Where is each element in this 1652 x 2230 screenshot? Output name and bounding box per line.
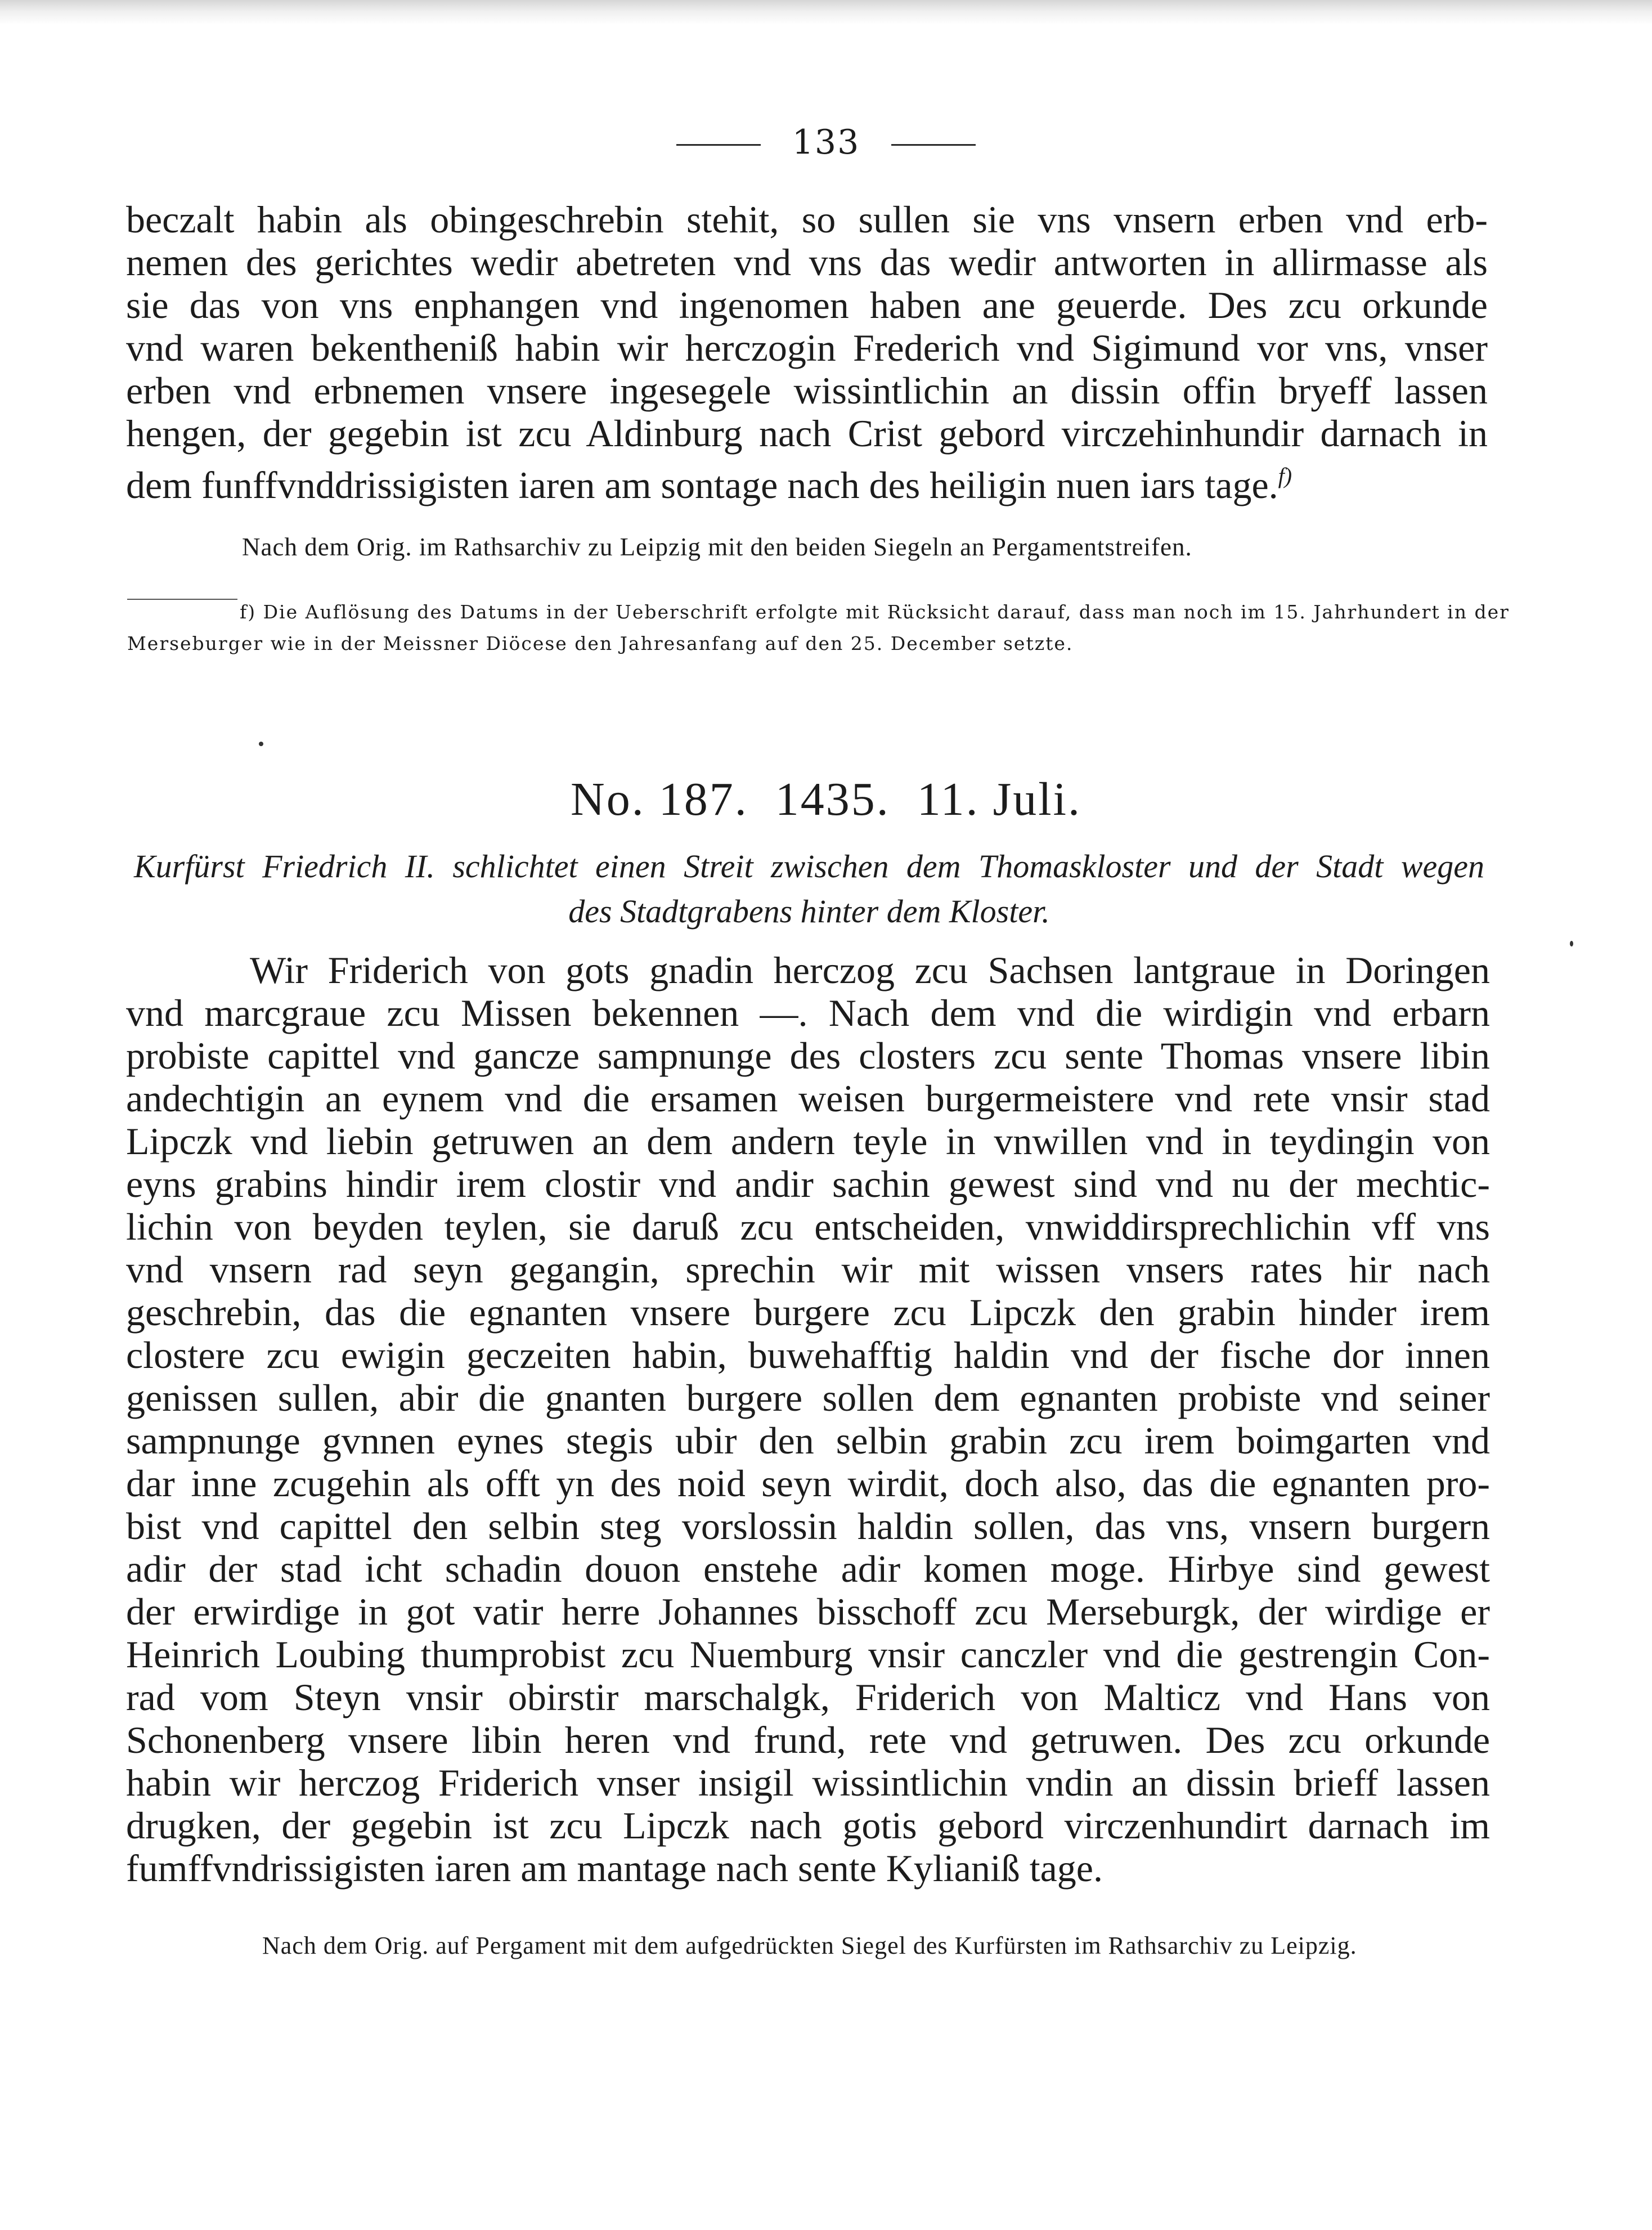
footnote [127, 596, 1510, 659]
document-text-line: andechtigin an eynem vnd die ersamen weisen burgermeistere vnd rete vnsir stad [126, 1077, 1490, 1120]
document-text-line: vnd marcgraue zcu Missen bekennen —. Nach dem vnd die wirdigin vnd erbarn [126, 991, 1490, 1034]
document-text-line: genissen sullen, abir die gnanten burgere sollen dem egnanten probiste vnd seiner [126, 1376, 1490, 1419]
document-text-line: dar inne zcugehin als offt yn des noid seyn wirdit, doch also, das die egnanten pro- [126, 1462, 1490, 1505]
document-text-line: lichin von beyden teylen, sie daruß zcu entscheiden, vnwiddirsprechlichin vff vns [126, 1205, 1490, 1248]
document-heading [0, 772, 1652, 827]
regest-line: Kurfürst Friedrich II. schlichtet einen Streit zwischen dem Thomaskloster und der Stadt wegen [134, 848, 1484, 885]
print-speck [1570, 941, 1573, 946]
document-text-line: probiste capittel vnd gancze sampnunge des closters zcu sente Thomas vnsere libin [126, 1034, 1490, 1077]
page-number: 133 [792, 123, 860, 162]
page-header [0, 123, 1652, 162]
document-text-line: der erwirdige in got vatir herre Johannes bisschoff zcu Merseburgk, der wirdige er [126, 1590, 1490, 1633]
document-text-line: Lipczk vnd liebin getruwen an dem andern teyle in vnwillen vnd in teydingin von [126, 1120, 1490, 1163]
footnote-marker: f) [1278, 463, 1292, 488]
continuation-line: nemen des gerichtes wedir abetreten vnd vns das wedir antworten in allirmasse als [126, 241, 1488, 284]
document-text-line: drugken, der gegebin ist zcu Lipczk nach gotis gebord virczenhundirt darnach im [126, 1804, 1490, 1847]
continuation-line: erben vnd erbnemen vnsere ingesegele wissintlichin an dissin offin bryeff lassen [126, 369, 1488, 412]
document-text-line: eyns grabins hindir irem clostir vnd andir sachin gewest sind vnd nu der mechtic- [126, 1163, 1490, 1205]
document-text-line: Wir Friderich von gots gnadin herczog zcu Sachsen lantgraue in Doringen [250, 949, 1490, 991]
document-year: 1435. [775, 773, 890, 825]
continuation-line-last [126, 455, 1488, 506]
document-text-line: fumffvndrissigisten iaren am mantage nach sente Kylianiß tage. [126, 1847, 1103, 1890]
document-text-line: rad vom Steyn vnsir obirstir marschalgk, Friderich von Malticz vnd Hans von [126, 1676, 1490, 1719]
source-note-document: Nach dem Orig. auf Pergament mit dem aufgedrückten Siegel des Kurfürsten im Rathsarchiv zu Leipzig. [262, 1932, 1357, 1959]
document-text-line: bist vnd capittel den selbin steg vorslossin haldin sollen, das vns, vnsern burgern [126, 1505, 1490, 1547]
regest-line: des Stadtgrabens hinter dem Kloster. [568, 893, 1050, 930]
document-text-line: Schonenberg vnsere libin heren vnd frund, rete vnd getruwen. Des zcu orkunde [126, 1719, 1490, 1761]
source-note-continuation: Nach dem Orig. im Rathsarchiv zu Leipzig mit den beiden Siegeln an Pergamentstreifen. [242, 533, 1192, 561]
document-text-line: sampnunge gvnnen eynes stegis ubir den selbin grabin zcu irem boimgarten vnd [126, 1419, 1490, 1462]
document-text-line: Heinrich Loubing thumprobist zcu Nuemburg vnsir canczler vnd die gestrengin Con- [126, 1633, 1490, 1676]
document-number: No. 187. [571, 773, 748, 825]
header-rule-right [891, 144, 976, 146]
footnote-line: Merseburger wie in der Meissner Diöcese den Jahresanfang auf den 25. December setzte. [127, 632, 1074, 654]
continuation-line: vnd waren bekentheniß habin wir herczogin Frederich vnd Sigimund vor vns, vnser [126, 326, 1488, 369]
continuation-line-text: dem funffvnddrissigisten iaren am sontage nach des heiligin nuen iars tage. [126, 464, 1278, 506]
document-text-line: clostere zcu ewigin geczeiten habin, buwehafftig haldin vnd der fische dor innen [126, 1334, 1490, 1376]
print-speck [259, 742, 263, 746]
header-rule-left [676, 144, 761, 146]
document-text-line: habin wir herczog Friderich vnser insigil wissintlichin vndin an dissin brieff lassen [126, 1761, 1490, 1804]
continuation-line: beczalt habin als obingeschrebin stehit, so sullen sie vns vnsern erben vnd erb- [126, 198, 1488, 241]
document-text-line: geschrebin, das die egnanten vnsere burgere zcu Lipczk den grabin hinder irem [126, 1291, 1490, 1334]
continuation-line: hengen, der gegebin ist zcu Aldinburg nach Crist gebord virczehinhundir darnach in [126, 412, 1488, 455]
continuation-line: sie das von vns enphangen vnd ingenomen haben ane geuerde. Des zcu orkunde [126, 284, 1488, 326]
document-text [126, 949, 1490, 1890]
document-date: 11. Juli. [917, 773, 1081, 825]
footnote-line: f) Die Auflösung des Datums in der Ueberschrift erfolgte mit Rücksicht darauf, dass man noch im 15. Jahrhundert in der [240, 601, 1510, 623]
continuation-text [126, 198, 1488, 506]
document-text-line: vnd vnsern rad seyn gegangin, sprechin wir mit wissen vnsers rates hir nach [126, 1248, 1490, 1291]
document-regest [134, 844, 1484, 934]
document-text-line: adir der stad icht schadin douon enstehe adir komen moge. Hirbye sind gewest [126, 1547, 1490, 1590]
